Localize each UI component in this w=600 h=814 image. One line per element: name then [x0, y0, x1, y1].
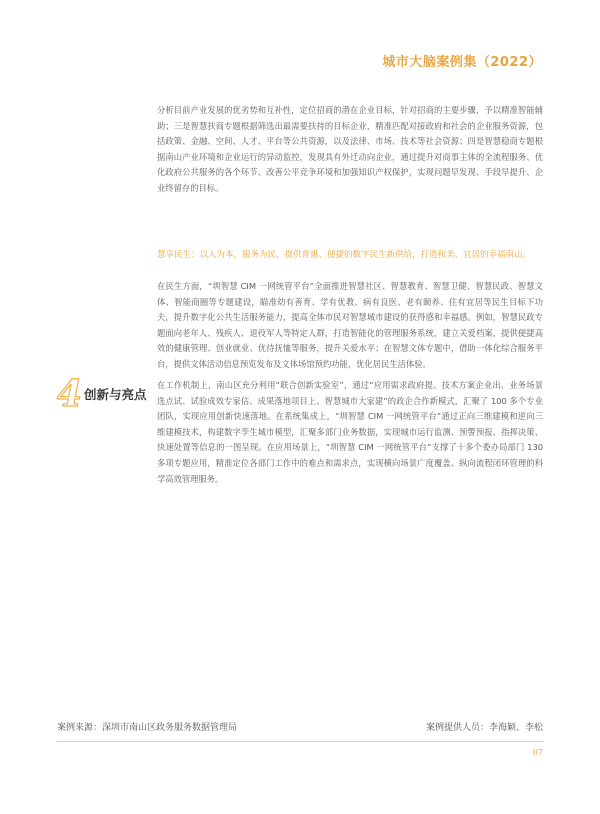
case-source: 案例来源：深圳市南山区政务服务数据管理局	[57, 723, 238, 733]
body-paragraph-1: 分析目前产业发展的优劣势和互补性，定位招商的潜在企业目标，针对招商的主要步骤，予以精准智能辅助；三是智慧扶商专题根据筛选出最需要扶持的目标企业，精准匹配对接政府和社会的企业服务资源，包括政策、金融、空间、人才、平台等公共资源，以及法律、市场、技术等社会资源；四是智慧稳商专题根据南山产业环境和企业运行的异动监控，发现具有外迁动向企业，通过提升对商事主体的全流程服务、优化政府公共服务的各个环节、改善公平竞争环境和加强知识产权保护，实现问题早发现、手段早提升、企业终留存的目标。	[157, 105, 543, 193]
section-heading	[57, 375, 152, 415]
highlight-slogan: 慧享民生：以人为本，服务为民，提供普惠、便捷的数字民生新供给，打造和美、宜居的幸福南山。	[157, 250, 532, 260]
body-paragraph-2: 在民生方面，“圳智慧 CIM 一网统管平台”全面推进智慧社区、智慧教育、智慧卫健、智慧民政、智慧文体、智能商圈等专题建设，瞄准幼有善育、学有优教、病有良医、老有颐养、住有宜居等民生目标下功夫，提升数字化公共生活服务能力，提高全体市民对智慧城市建设的获得感和幸福感。例如，智慧民政专题面向老年人、残疾人、退役军人等特定人群，打造智能化的管理服务系统，建立关爱档案，提供便捷高效的健康管理、创业就业、优待抚恤等服务，提升关爱水平；在智慧文体专题中，借助一体化综合服务平台，提供文体活动信息预览发布及文体场馆预约功能，优化居民生活体验。	[157, 281, 543, 369]
section-title: 创新与亮点	[84, 387, 147, 402]
footer-divider	[57, 741, 543, 742]
case-provider: 案例提供人员：李海颖、李松	[425, 723, 543, 733]
document-header-title: 城市大脑案例集（2022）	[382, 55, 542, 70]
section-paragraph: 在工作机制上，南山区充分利用“联合创新实验室”，通过“应用需求政府提、技术方案企业出、业务场景选点试、试验成效专家估、成果落地项目上、智慧城市大家建”的政企合作新模式，汇聚了 100 多个专业团队，实现应用创新快速落地。在系统集成上，“圳智慧 CIM 一网统管平台”通过正向三维建模和逆向三维建模技术，构建数字孪生城市模型，汇聚多部门业务数据，实现城市运行监测、预警预报、指挥决策、快速处置等信息的一图呈现。在应用场景上，“圳智慧 CIM 一网统管平台”支撑了十多个委办局部门 130 多项专题应用，精准定位各部门工作中的难点和需求点，实现横向场景广度覆盖、纵向流程闭环管理的科学高效管理服务。	[157, 380, 543, 484]
page-number: 07	[532, 748, 543, 757]
section-number: 4	[57, 373, 83, 415]
